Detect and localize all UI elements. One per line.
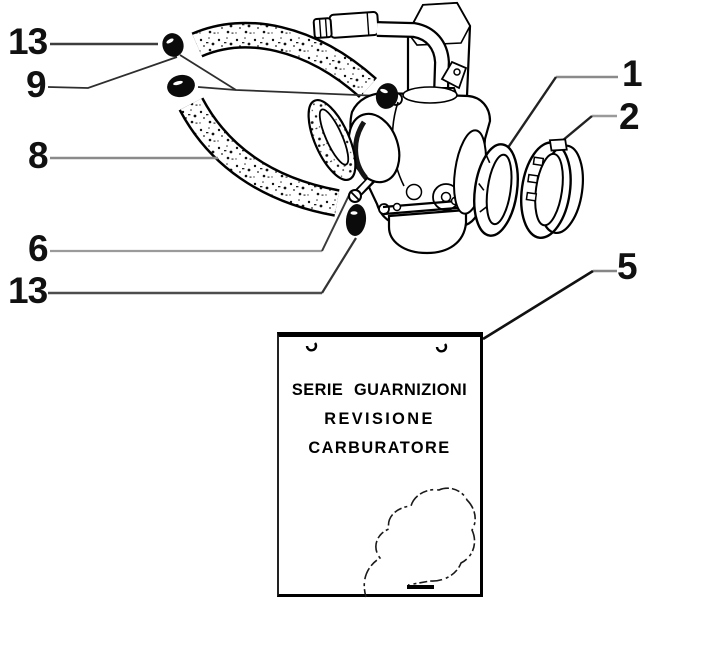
hose-clamp xyxy=(515,134,588,242)
fuel-inlet-filter xyxy=(313,12,378,39)
callout-8: 8 xyxy=(28,135,48,176)
leader-1-d xyxy=(505,77,556,152)
leader-9-b xyxy=(180,55,236,90)
cable-bracket xyxy=(442,62,466,88)
leader-6-d xyxy=(322,191,351,251)
carburetor-main-body xyxy=(350,93,490,226)
o-rings xyxy=(159,30,401,237)
float-bowl xyxy=(383,198,469,254)
carburetor xyxy=(299,3,491,253)
callout-5: 5 xyxy=(617,246,637,287)
vent-elbow-tube xyxy=(377,29,458,99)
package-label-line3: CARBURATORE xyxy=(308,438,451,457)
callout-13-bottom: 13 xyxy=(8,270,48,311)
grommet-13-top xyxy=(159,30,186,59)
leader-9-c xyxy=(198,87,381,96)
fuel-hose-top xyxy=(197,35,368,88)
gasket-ring xyxy=(469,142,523,239)
leader-5-d xyxy=(483,271,593,339)
grommet-13-bottom xyxy=(344,203,367,237)
package-label xyxy=(279,375,480,462)
carburetor-top-cap xyxy=(408,3,470,96)
leader-2-d xyxy=(556,116,592,146)
leader-9-a xyxy=(48,57,177,88)
leader-13-bottom-d xyxy=(322,238,356,293)
fuel-hose-lower xyxy=(191,104,337,203)
o-ring-9-left xyxy=(165,72,197,99)
package-label-line2: REVISIONE xyxy=(324,409,435,428)
idle-screw xyxy=(349,177,389,214)
choke-knob xyxy=(390,93,402,105)
callout-13-top: 13 xyxy=(8,21,48,62)
outlet-sleeve xyxy=(449,128,490,215)
gasket-kit-package xyxy=(277,332,483,597)
intake-bell xyxy=(340,107,407,188)
intake-flange-gasket xyxy=(299,94,365,186)
callout-9: 9 xyxy=(26,64,46,105)
leader-lines xyxy=(48,44,618,339)
callout-6: 6 xyxy=(28,228,48,269)
o-ring-9-right xyxy=(373,81,401,112)
callout-2: 2 xyxy=(619,96,639,137)
callout-1: 1 xyxy=(622,53,642,94)
package-label-line1: SERIE GUARNIZIONI xyxy=(291,380,468,399)
